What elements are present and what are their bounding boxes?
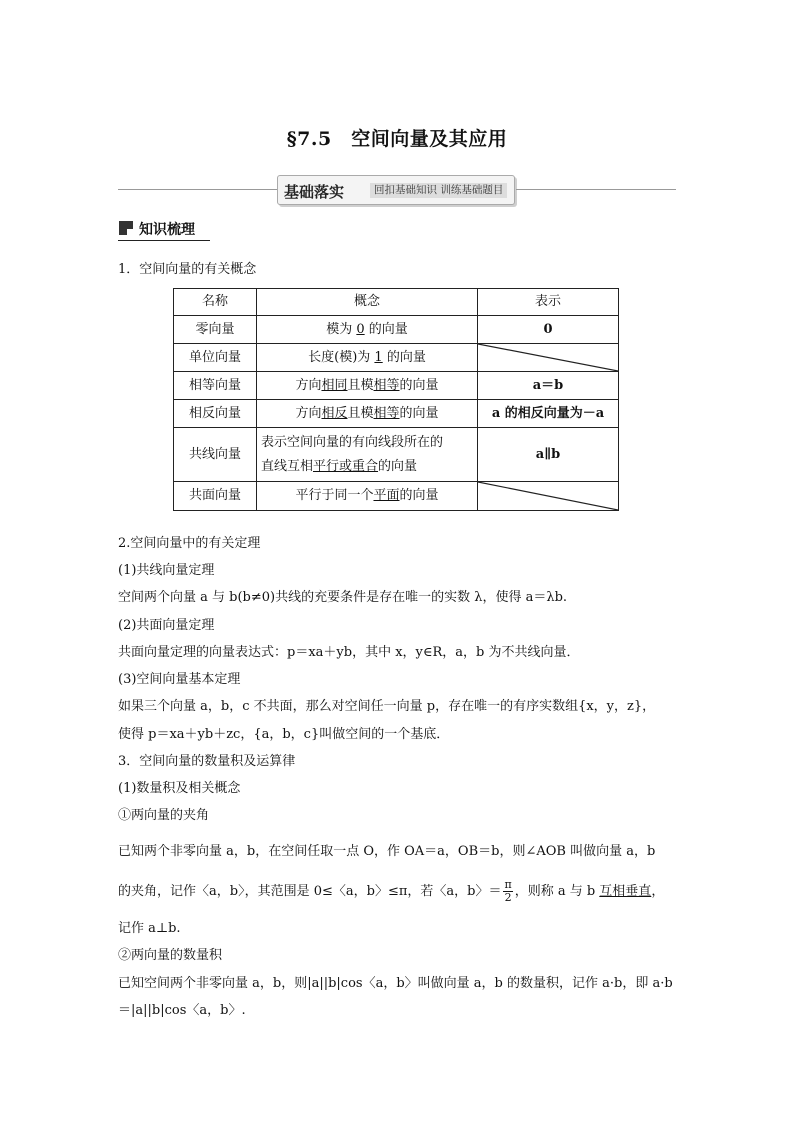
- table-row: [174, 316, 619, 344]
- page-title: §7.5 空间向量及其应用: [286, 128, 508, 150]
- banner-subtitle: 回扣基础知识 训练基础题目: [370, 183, 507, 198]
- section-heading: [118, 218, 210, 241]
- dot-body-1: 已知空间两个非零向量 a，b，则|a||b|cos〈a，b〉叫做向量 a，b 的数量积，记作 a·b，即 a·b: [118, 976, 673, 991]
- item2-s1-title: (1)共线向量定理: [118, 563, 215, 578]
- item1-heading: 1．空间向量的有关概念: [118, 262, 257, 277]
- header-concept: 概念: [257, 289, 478, 316]
- row-concept: 模为 0 的向量: [257, 316, 478, 344]
- header-name: 名称: [174, 289, 257, 316]
- row-repr-empty: [478, 482, 619, 511]
- table-row: [174, 372, 619, 400]
- item3-heading: 3．空间向量的数量积及运算律: [118, 754, 296, 769]
- angle-body-2: 的夹角，记作〈a，b〉，其范围是 0≤〈a，b〉≤π，若〈a，b〉＝ $\frac{\pi}{2}$ ，则称 a 与 b 互相垂直，: [118, 878, 665, 904]
- dot-title: ②两向量的数量积: [118, 948, 223, 963]
- item2-s3-body-2: 使得 p＝xa＋yb＋zc，{a，b，c}叫做空间的一个基底．: [118, 727, 450, 742]
- row-concept: 方向相同且模相等的向量: [257, 372, 478, 400]
- table-row: [174, 482, 619, 511]
- table-row: [174, 428, 619, 482]
- angle-body-3: 记作 a⊥b.: [118, 921, 181, 936]
- divider-right: [516, 189, 676, 190]
- item2-s3-title: (3)空间向量基本定理: [118, 672, 241, 687]
- divider-left: [118, 189, 278, 190]
- dot-body-2: ＝|a||b|cos〈a，b〉.: [118, 1003, 246, 1018]
- diagonal-slash-icon: [478, 344, 618, 371]
- table-header-row: [174, 289, 619, 316]
- item3-s1-title: (1)数量积及相关概念: [118, 781, 241, 796]
- row-name: 单位向量: [174, 344, 257, 372]
- row-repr: 0: [478, 316, 619, 344]
- row-concept: 平行于同一个平面的向量: [257, 482, 478, 511]
- row-name: 共线向量: [174, 428, 257, 482]
- row-name: 共面向量: [174, 482, 257, 511]
- row-repr: a＝b: [478, 372, 619, 400]
- square-bullet-icon: [119, 221, 133, 235]
- pi-over-2-fraction: $\frac{\pi}{2}$: [504, 878, 512, 904]
- row-concept: 方向相反且模相等的向量: [257, 400, 478, 428]
- angle-body-1: 已知两个非零向量 a，b，在空间任取一点 O，作 OA＝a，OB＝b，则∠AOB 叫做向量 a，b: [118, 844, 656, 859]
- table-row: [174, 344, 619, 372]
- row-name: 相等向量: [174, 372, 257, 400]
- angle-title: ①两向量的夹角: [118, 808, 210, 823]
- row-name: 零向量: [174, 316, 257, 344]
- diagonal-slash-icon: [478, 482, 618, 510]
- banner-title: 基础落实: [284, 183, 345, 201]
- row-repr-empty: [478, 344, 619, 372]
- table-row: [174, 400, 619, 428]
- row-repr: a∥b: [478, 428, 619, 482]
- item2-s1-body: 空间两个向量 a 与 b(b≠0)共线的充要条件是存在唯一的实数 λ，使得 a＝λb.: [118, 590, 568, 605]
- section-label: 知识梳理: [139, 222, 195, 238]
- row-repr: a 的相反向量为－a: [478, 400, 619, 428]
- section-banner: [277, 175, 515, 205]
- concepts-table: [173, 288, 619, 511]
- item2-s2-body: 共面向量定理的向量表达式：p＝xa＋yb，其中 x，y∈R，a，b 为不共线向量．: [118, 645, 580, 660]
- row-name: 相反向量: [174, 400, 257, 428]
- row-concept: 表示空间向量的有向线段所在的 直线互相平行或重合的向量: [257, 428, 478, 482]
- header-repr: 表示: [478, 289, 619, 316]
- item2-s2-title: (2)共面向量定理: [118, 618, 215, 633]
- item2-s3-body-1: 如果三个向量 a，b，c 不共面，那么对空间任一向量 p，存在唯一的有序实数组{x，y，z}，: [118, 699, 656, 714]
- row-concept: 长度(模)为 1 的向量: [257, 344, 478, 372]
- item2-heading: 2.空间向量中的有关定理: [118, 536, 261, 551]
